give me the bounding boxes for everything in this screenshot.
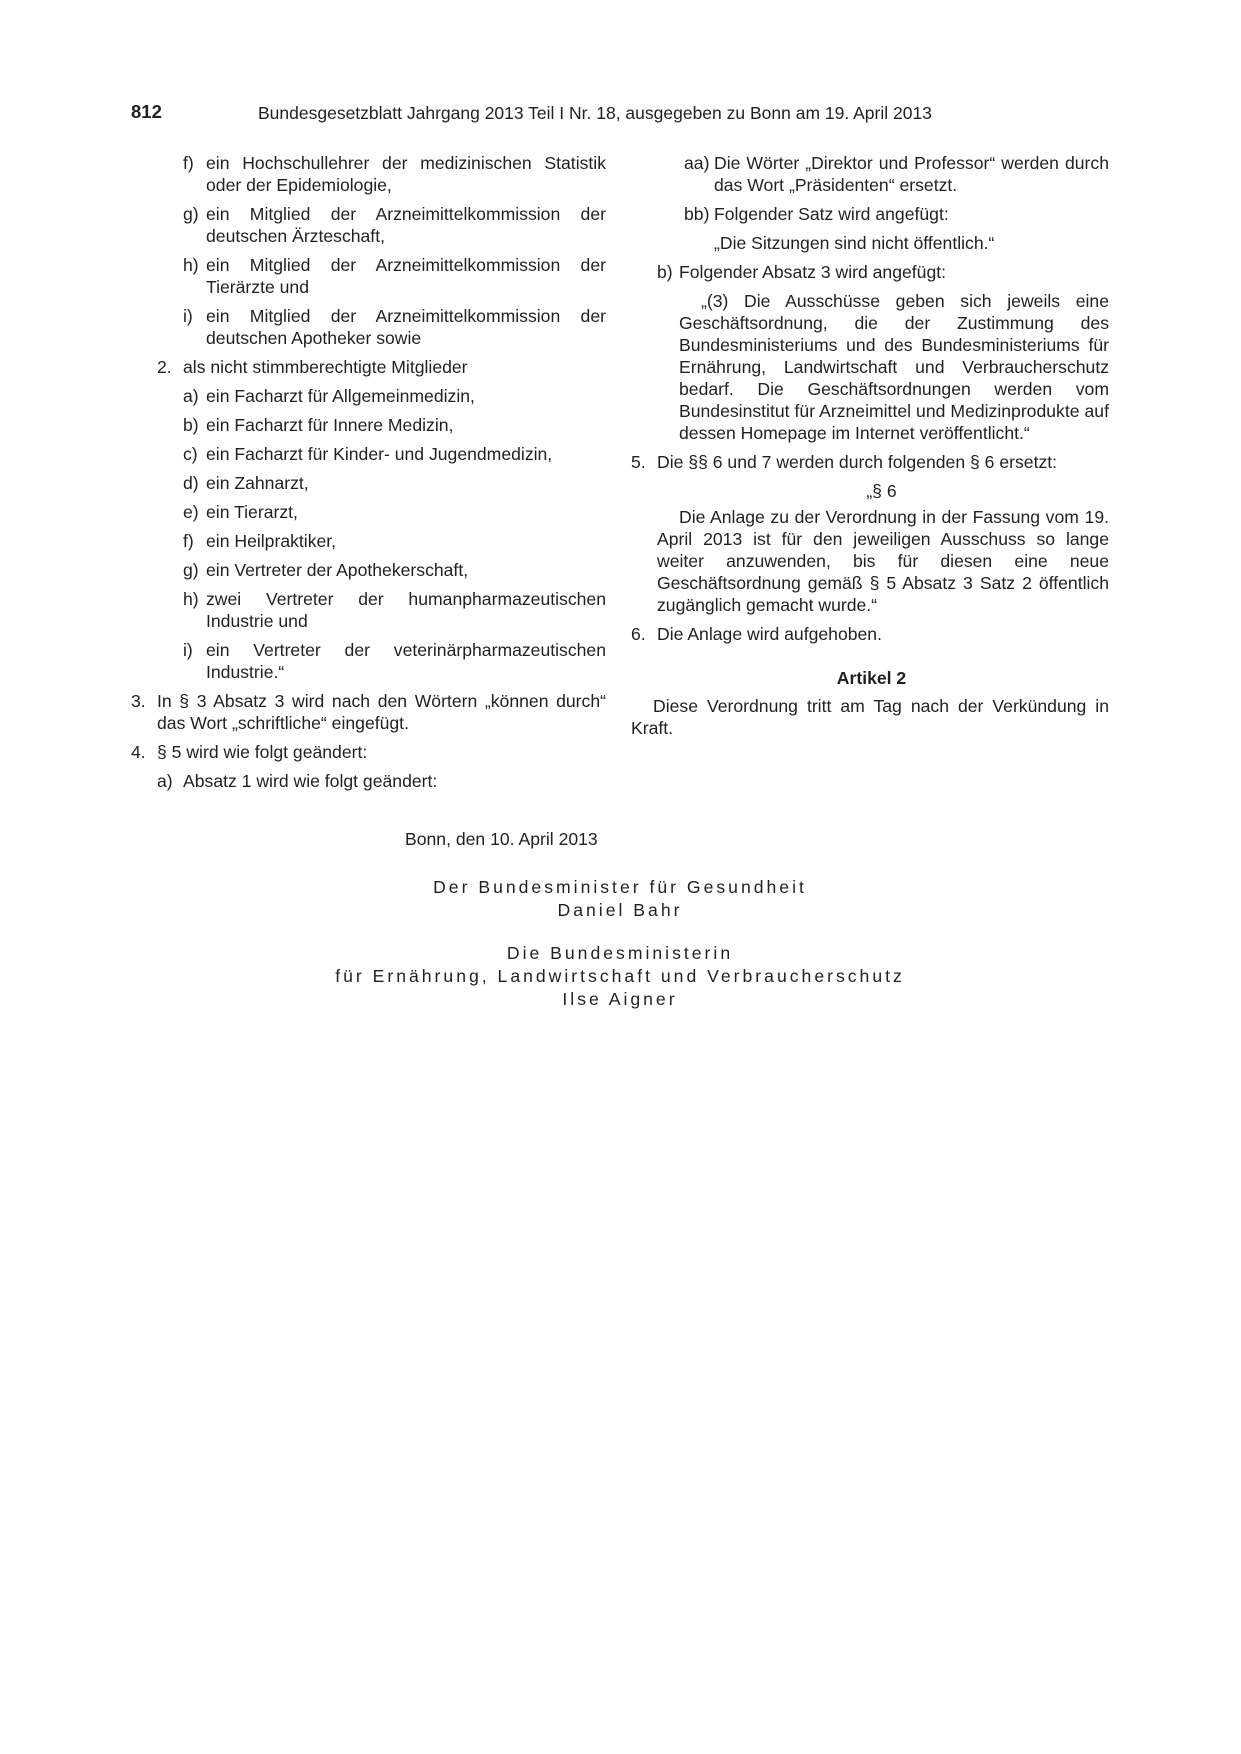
paragraph-text: Die Anlage zu der Verordnung in der Fassung vom 19. April 2013 ist für den jeweiligen Ausschuss so lange weiter anzuwenden, bis für diesen eine neue Geschäftsordnung gemäß § 5 Absatz 3 Satz 2 öffentlich zugänglich gemacht wurde.“ <box>657 507 1109 615</box>
list-item: 4. § 5 wird wie folgt geändert: <box>131 742 368 762</box>
list-item: d) ein Zahnarzt, <box>183 473 309 493</box>
signatory-title: Der Bundesminister für Gesundheit <box>433 877 807 897</box>
list-item: 2. als nicht stimmberechtigte Mitglieder <box>157 357 468 377</box>
list-item: bb) Folgender Satz wird angefügt: <box>684 204 949 224</box>
running-title: Bundesgesetzblatt Jahrgang 2013 Teil I Nr. 18, ausgegeben zu Bonn am 19. April 2013 <box>258 103 932 123</box>
list-item: a) Absatz 1 wird wie folgt geändert: <box>157 771 438 791</box>
list-item: b) Folgender Absatz 3 wird angefügt: <box>657 262 947 282</box>
signatory-2 <box>131 942 1109 1011</box>
list-item: h) ein Mitglied der Arzneimittelkommission der Tierärzte und <box>183 255 606 297</box>
list-item: 3. In § 3 Absatz 3 wird nach den Wörtern „können durch“ das Wort „schriftliche“ eingefügt. <box>131 691 606 733</box>
right-column <box>631 152 1109 746</box>
quoted-paragraph: „(3) Die Ausschüsse geben sich jeweils eine Geschäftsordnung, die der Zustimmung des Bundesministeriums und des Bundesministeriums für Ernährung, Landwirtschaft und Verbraucherschutz bedarf. Die Geschäftsordnungen werden vom Bundesinstitut für Arzneimittel und Medizinprodukte auf dessen Homepage im Internet veröffentlicht.“ <box>679 291 1109 443</box>
page-header <box>131 101 991 127</box>
left-column <box>131 152 606 799</box>
signatory-title: für Ernährung, Landwirtschaft und Verbraucherschutz <box>335 966 905 986</box>
list-item: g) ein Mitglied der Arzneimittelkommission der deutschen Ärzteschaft, <box>183 204 606 246</box>
article-heading: Artikel 2 <box>836 668 907 688</box>
list-item: f) ein Hochschullehrer der medizinischen Statistik oder der Epidemiologie, <box>183 153 606 195</box>
list-item: i) ein Mitglied der Arzneimittelkommission der deutschen Apotheker sowie <box>183 306 606 348</box>
list-item: h) zwei Vertreter der humanpharmazeutischen Industrie und <box>183 589 606 631</box>
signatory-name: Ilse Aigner <box>562 989 678 1009</box>
list-item: 6. Die Anlage wird aufgehoben. <box>631 624 882 644</box>
list-item: 5. Die §§ 6 und 7 werden durch folgenden § 6 ersetzt: <box>631 452 1058 472</box>
list-item: e) ein Tierarzt, <box>183 502 298 522</box>
signatory-name: Daniel Bahr <box>557 900 683 920</box>
list-item: aa) Die Wörter „Direktor und Professor“ werden durch das Wort „Präsidenten“ ersetzt. <box>684 153 1109 195</box>
place-date: Bonn, den 10. April 2013 <box>405 829 598 849</box>
quoted-sentence: „Die Sitzungen sind nicht öffentlich.“ <box>714 233 995 253</box>
paragraph-heading: „§ 6 <box>866 481 897 501</box>
signatory-1 <box>131 876 1109 922</box>
list-item: c) ein Facharzt für Kinder- und Jugendmedizin, <box>183 444 553 464</box>
page-number: 812 <box>131 101 162 122</box>
list-item: f) ein Heilpraktiker, <box>183 531 337 551</box>
list-item: b) ein Facharzt für Innere Medizin, <box>183 415 454 435</box>
list-item: a) ein Facharzt für Allgemeinmedizin, <box>183 386 475 406</box>
list-item: i) ein Vertreter der veterinärpharmazeutischen Industrie.“ <box>183 640 606 682</box>
list-item: g) ein Vertreter der Apothekerschaft, <box>183 560 469 580</box>
article-text: Diese Verordnung tritt am Tag nach der Verkündung in Kraft. <box>631 696 1109 738</box>
signatory-title: Die Bundesministerin <box>506 943 734 963</box>
